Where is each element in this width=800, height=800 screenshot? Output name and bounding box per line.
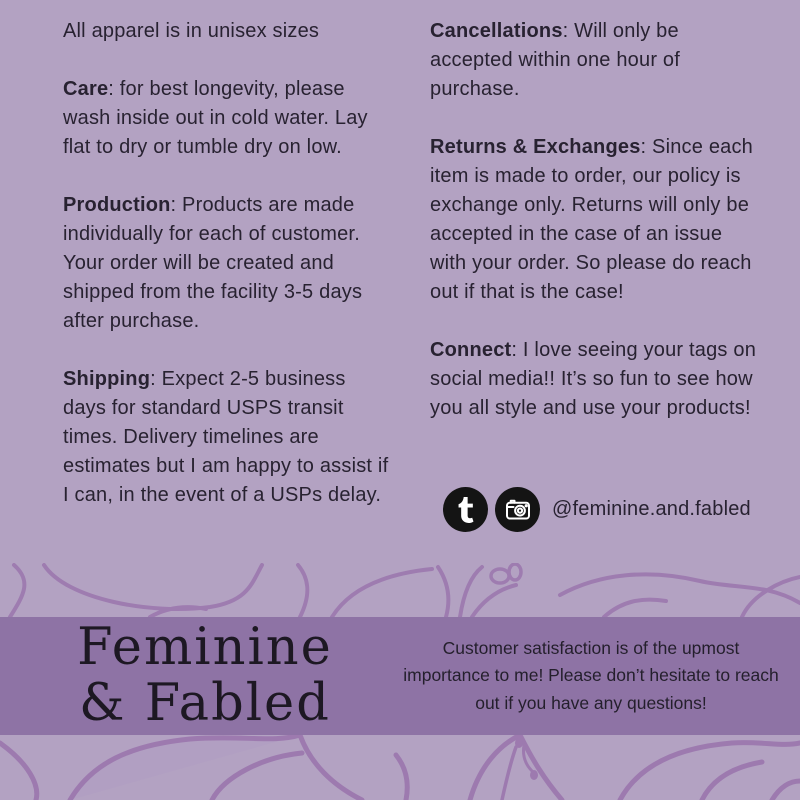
production-label: Production [63,194,171,216]
shipping-text: : Expect 2-5 business days for standard USPS transit times. Delivery timelines are estimates but I am happy to assist if I can, in the event of a USPs delay. [63,368,389,506]
cancellations-text: : Will only be accepted within one hour of purchase. [430,20,681,100]
intro-text: All apparel is in unisex sizes [63,20,320,42]
care-text: : for best longevity, please wash inside out in cold water. Lay flat to dry or tumble dry on low. [63,78,368,158]
production-section [63,191,393,336]
returns-section [430,133,760,307]
floral-decoration-top [0,563,800,617]
returns-label: Returns & Exchanges [430,136,641,158]
production-text: : Products are made individually for each of customer. Your order will be created and shipped from the facility 3-5 days after purchase. [63,194,363,332]
care-section [63,75,393,162]
brand-logo [0,617,410,735]
cancellations-section [430,17,760,104]
returns-text: : Since each item is made to order, our policy is exchange only. Returns will only be accepted in the case of an issue with your order. So please do reach out if that is the case! [430,136,753,303]
shipping-label: Shipping [63,368,151,390]
floral-decoration-bottom [0,735,800,800]
care-label: Care [63,78,109,100]
right-column [430,17,760,452]
brand-line2: & Fabled [79,674,331,733]
shipping-section [63,365,393,510]
brand-line1: Feminine [77,618,333,677]
instagram-icon[interactable] [495,487,540,532]
social-row [443,487,751,532]
social-handle[interactable]: @feminine.and.fabled [552,498,751,520]
tumblr-icon[interactable] [443,487,488,532]
connect-text: : I love seeing your tags on social media!! It’s so fun to see how you all style and use your products! [430,339,757,419]
connect-label: Connect [430,339,512,361]
connect-section [430,336,760,423]
cancellations-label: Cancellations [430,20,563,42]
footer-message: Customer satisfaction is of the upmost importance to me! Please don’t hesitate to reach out if you have any questions! [403,637,779,713]
left-column [63,17,393,539]
